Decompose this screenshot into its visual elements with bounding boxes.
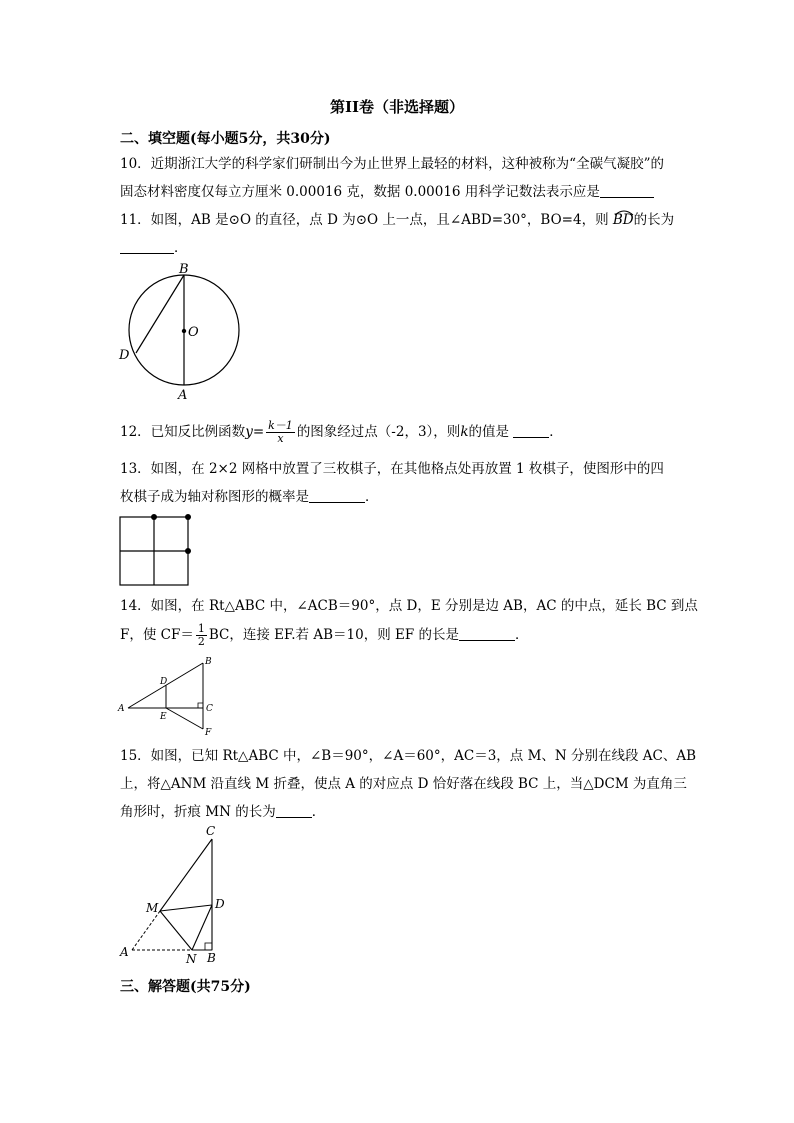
segment-ef [166, 708, 203, 729]
label-d: D [160, 677, 168, 687]
q12-frac-den: x [277, 432, 284, 445]
q11-circle-figure [112, 262, 252, 402]
center-point [182, 329, 186, 333]
q12-line [120, 420, 563, 445]
dashed-am [132, 911, 160, 950]
label-m: M [146, 901, 159, 915]
q14-line1: 14．如图，在 Rt△ABC 中，∠ACB＝90°，点 D，E 分别是边 AB，AC 的中点，延长 BC 到点 [120, 598, 698, 614]
q15-fold-figure [112, 822, 232, 966]
section-2-heading: 二、填空题(每小题5分，共30分) [120, 131, 331, 147]
right-angle-mark [205, 943, 212, 950]
q14-answer-blank [459, 626, 515, 641]
q12-y: y [245, 424, 253, 440]
crease-mn [160, 911, 192, 950]
q14-triangle-figure [114, 654, 224, 738]
label-c: C [206, 824, 216, 838]
section-3-heading: 三、解答题(共75分) [120, 979, 251, 995]
q13-grid-figure [118, 514, 194, 588]
segment-md [160, 905, 212, 911]
q12-eq: = [252, 424, 265, 440]
q12-answer-blank [513, 423, 549, 438]
label-d: D [215, 897, 225, 911]
label-a: A [120, 945, 129, 959]
q13-line2 [120, 487, 379, 507]
q15-answer-blank [276, 803, 312, 818]
q10-line2 [120, 182, 654, 202]
q10-line2-text: 固态材料密度仅每立方厘米 0.00016 克，数据 0.00016 用科学记数法表示应是 [120, 184, 600, 200]
label-d: D [119, 348, 130, 363]
label-b: B [205, 657, 212, 667]
q14-line2-pre: F，使 CF＝ [120, 627, 194, 643]
arc-symbol-icon [613, 208, 635, 216]
segment-cm [160, 839, 212, 911]
q12-pre: 12．已知反比例函数 [120, 424, 246, 440]
label-a: A [178, 388, 188, 402]
q12-post: 的值是 [468, 424, 509, 440]
q14-frac-den: 2 [197, 635, 205, 648]
chess-piece-2 [185, 514, 191, 520]
q14-fraction [196, 623, 207, 648]
q14-frac-num: 1 [197, 622, 205, 635]
label-o: O [188, 325, 199, 340]
q11-text: 11．如图，AB 是⊙O 的直径，点 D 为⊙O 上一点，且∠ABD=30°，BO=4，则 [120, 212, 609, 228]
q12-mid: 的图象经过点（-2，3），则 [296, 424, 461, 440]
q15-line3-text: 角形时，折痕 MN 的长为 [120, 804, 276, 820]
section-title: 第II卷（非选择题） [329, 98, 465, 116]
chess-piece-1 [151, 514, 157, 520]
label-f: F [205, 728, 212, 738]
q11-tail: 的长为 [633, 212, 675, 228]
q13-line1: 13．如图，在 2×2 网格中放置了三枚棋子，在其他格点处再放置 1 枚棋子，使图形中的四 [120, 461, 664, 477]
q12-frac-num: k－1 [268, 419, 293, 432]
q12-end: ． [549, 424, 563, 440]
chess-piece-3 [185, 548, 191, 554]
q10-line1: 10．近期浙江大学的科学家们研制出今为止世界上最轻的材料，这种被称为“全碳气凝胶”的 [120, 156, 664, 172]
q11-arc-bd [613, 210, 634, 230]
q13-end: ． [365, 489, 379, 505]
q15-line1: 15．如图，已知 Rt△ABC 中，∠B＝90°，∠A＝60°，AC＝3，点 M、N 分别在线段 AC、AB [120, 748, 697, 764]
q15-end: ． [311, 804, 326, 820]
label-c: C [206, 704, 213, 714]
q15-line3 [120, 802, 325, 822]
q13-answer-blank [309, 488, 365, 503]
label-n: N [186, 952, 197, 966]
q13-line2-text: 枚棋子成为轴对称图形的概率是 [120, 489, 309, 505]
q15-line2: 上，将△ANM 沿直线 M 折叠，使点 A 的对应点 D 恰好落在线段 BC 上，当△DCM 为直角三 [120, 776, 687, 792]
label-b: B [179, 262, 189, 277]
right-angle-mark [198, 703, 203, 708]
q11-answer-blank [120, 239, 174, 254]
q11-line1 [120, 210, 674, 230]
q11-line2 [120, 238, 188, 258]
label-a: A [118, 704, 125, 714]
label-b: B [207, 951, 216, 965]
q10-answer-blank [600, 183, 654, 198]
q12-fraction [266, 420, 295, 445]
q12-k: k [460, 424, 469, 440]
q14-end: ． [515, 627, 529, 643]
q14-line2-post: BC，连接 EF.若 AB＝10，则 EF 的长是 [208, 627, 460, 643]
q11-end: ． [174, 240, 188, 256]
q14-line2 [120, 622, 529, 648]
chord-bd [136, 275, 184, 353]
label-e: E [160, 712, 167, 722]
q11-arc-label: BD [612, 212, 634, 228]
